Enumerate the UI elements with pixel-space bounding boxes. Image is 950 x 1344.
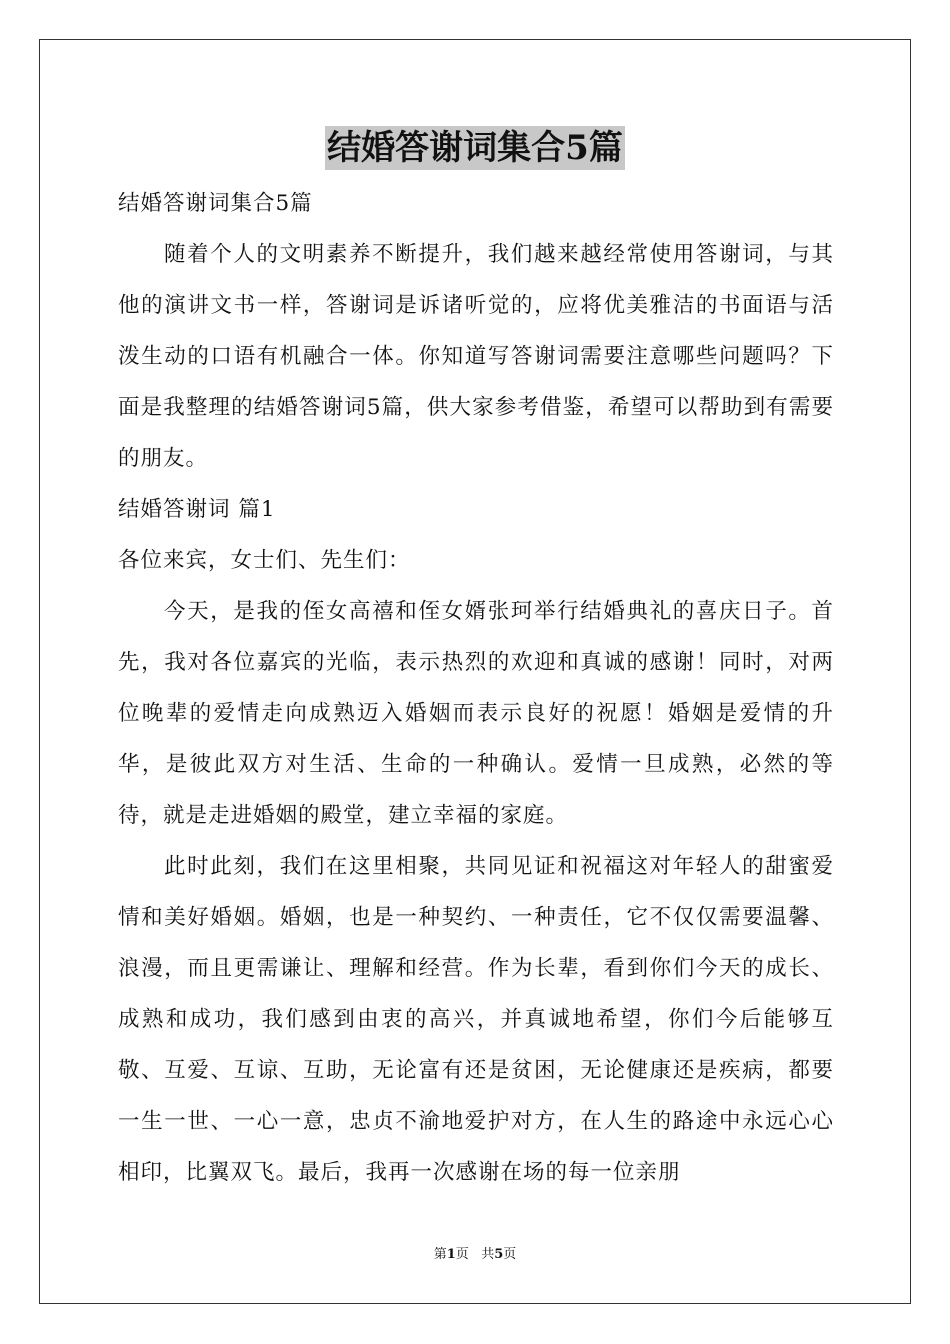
page-footer [0,1246,950,1264]
document-body [118,178,834,1198]
footer-total-pages: 5 [494,1247,504,1262]
body-paragraph-1: 今天，是我的侄女高禧和侄女婿张珂举行结婚典礼的喜庆日子。首先，我对各位嘉宾的光临，表示热烈的欢迎和真诚的感谢！同时，对两位晚辈的爱情走向成熟迈入婚姻而表示良好的祝愿！婚姻是爱情的升华，是彼此双方对生活、生命的一种确认。爱情一旦成熟，必然的等待，就是走进婚姻的殿堂，建立幸福的家庭。 [118,599,834,828]
salutation: 各位来宾，女士们、先生们： [118,548,411,573]
document-subtitle: 结婚答谢词集合5篇 [118,191,313,216]
intro-paragraph: 随着个人的文明素养不断提升，我们越来越经常使用答谢词，与其他的演讲文书一样，答谢词是诉诸听觉的，应将优美雅洁的书面语与活泼生动的口语有机融合一体。你知道写答谢词需要注意哪些问题吗？下面是我整理的结婚答谢词5篇，供大家参考借鉴，希望可以帮助到有需要的朋友。 [118,242,834,471]
footer-total-suffix: 页 [503,1247,517,1262]
footer-page-number: 1 [446,1247,456,1262]
footer-page-prefix: 第 [433,1247,447,1262]
document-title-text: 结婚答谢词集合5篇 [327,128,623,168]
section-heading: 结婚答谢词 篇1 [118,497,276,522]
body-paragraph-2: 此时此刻，我们在这里相聚，共同见证和祝福这对年轻人的甜蜜爱情和美好婚姻。婚姻，也是一种契约、一种责任，它不仅仅需要温馨、浪漫，而且更需谦让、理解和经营。作为长辈，看到你们今天的成长、成熟和成功，我们感到由衷的高兴，并真诚地希望，你们今后能够互敬、互爱、互谅、互助，无论富有还是贫困，无论健康还是疾病，都要一生一世、一心一意，忠贞不渝地爱护对方，在人生的路途中永远心心相印，比翼双飞。最后，我再一次感谢在场的每一位亲朋 [118,854,834,1185]
document-title [0,126,950,170]
footer-total-prefix: 共 [481,1247,495,1262]
footer-page-suffix: 页 [455,1247,469,1262]
